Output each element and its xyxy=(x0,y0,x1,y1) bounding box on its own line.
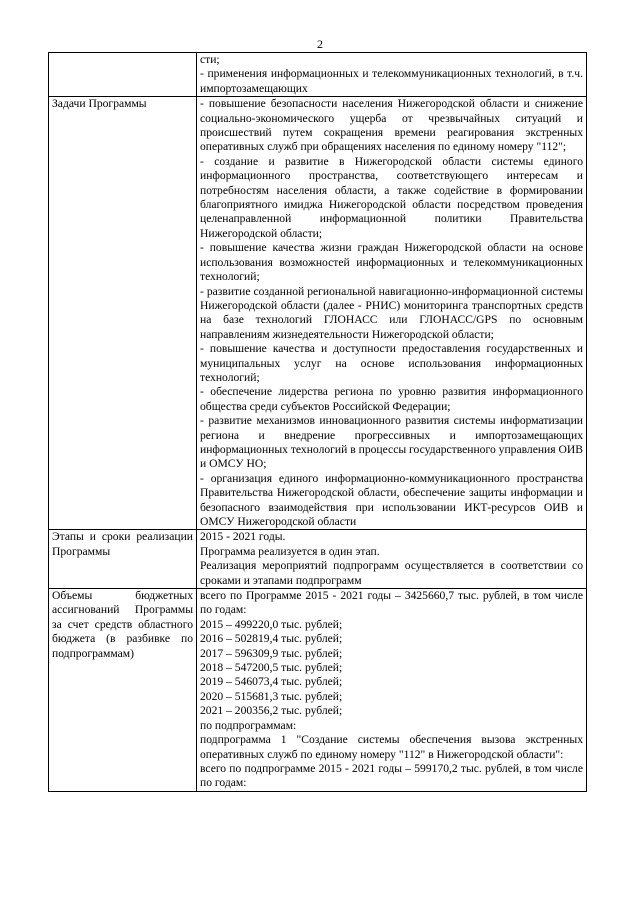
row-label: Этапы и сроки реализации Программы xyxy=(52,530,193,558)
table-row xyxy=(49,53,587,97)
paragraph: сти; xyxy=(200,53,220,66)
program-passport-table xyxy=(48,52,587,792)
paragraph: - повышение качества жизни граждан Нижегородской области на основе использования возможностей информационных и телекоммуникационных технологий; xyxy=(200,241,583,284)
paragraph: - создание и развитие в Нижегородской области системы единого информационного пространства, соответствующего интересам и потребностям населения области, а также содействие в формировании благоприятного имиджа Нижегородской области посредством проведения целенаправленной информационной политики Правительства Нижегородской области; xyxy=(200,154,583,240)
paragraph: - повышение качества и доступности предоставления государственных и муниципальных услуг на основе использования информационных технологий; xyxy=(200,342,583,384)
row-label-cell xyxy=(49,53,197,97)
paragraph: - развитие механизмов инновационного развития системы информатизации региона и внедрение прогрессивных и импортозамещающих информационных технологий в процессы государственного управления ОИВ и ОМСУ НО; xyxy=(200,414,583,471)
paragraph: 2015 – 499220,0 тыс. рублей; xyxy=(200,617,343,631)
paragraph: 2019 – 546073,4 тыс. рублей; xyxy=(200,675,343,689)
paragraph: 2016 – 502819,4 тыс. рублей; xyxy=(200,632,343,646)
table-row xyxy=(49,530,587,589)
row-content-cell xyxy=(197,53,587,97)
row-content-cell xyxy=(197,589,587,792)
paragraph: 2020 – 515681,3 тыс. рублей; xyxy=(200,689,343,703)
table-row xyxy=(49,97,587,530)
paragraph: всего по Программе 2015 - 2021 годы – 3425660,7 тыс. рублей, в том числе по годам: xyxy=(200,589,583,617)
paragraph: 2018 – 547200,5 тыс. рублей; xyxy=(200,661,343,675)
paragraph: по подпрограммам: xyxy=(200,718,297,732)
paragraph: 2015 - 2021 годы. xyxy=(200,530,286,544)
paragraph: 2021 – 200356,2 тыс. рублей; xyxy=(200,704,343,718)
paragraph: - организация единого информационно-коммуникационного пространства Правительства Нижегородской области, обеспечение защиты информации и безопасного взаимодействия при использовании ИКТ-ресурсов ОИВ и ОМСУ Нижегородской области xyxy=(200,471,583,528)
paragraph: - применения информационных и телекоммуникационных технологий, в т.ч. импортозамещающих xyxy=(200,67,583,95)
paragraph: всего по подпрограмме 2015 - 2021 годы – 599170,2 тыс. рублей, в том числе по годам: xyxy=(200,761,583,790)
paragraph: - обеспечение лидерства региона по уровню развития информационного общества среди субъектов Российской Федерации; xyxy=(200,385,583,413)
row-label-cell xyxy=(49,589,197,792)
row-content-cell xyxy=(197,97,587,530)
paragraph: 2017 – 596309,9 тыс. рублей; xyxy=(200,646,343,660)
row-label: Объемы бюджетных ассигнований Программы за счет средств областного бюджета (в разбивке по подпрограммам) xyxy=(52,589,193,660)
paragraph: Реализация мероприятий подпрограмм осуществляется в соответствии со сроками и этапами подпрограмм xyxy=(200,559,583,587)
page-number: 2 xyxy=(317,37,323,51)
paragraph: - развитие созданной региональной навигационно-информационной системы Нижегородской области (далее - РНИС) мониторинга транспортных средств на базе технологий ГЛОНАСС или ГЛОНАСС/GPS по основным направлениям жизнедеятельности Нижегородской области; xyxy=(200,284,583,341)
row-label-cell xyxy=(49,530,197,589)
row-content-cell xyxy=(197,530,587,589)
row-label-cell xyxy=(49,97,197,530)
paragraph: Программа реализуется в один этап. xyxy=(200,544,380,558)
paragraph: - повышение безопасности населения Нижегородской области и снижение социально-экономического ущерба от чрезвычайных ситуаций и происшествий путем сокращения времени реагирования экстренных оперативных служб при обращениях населения по единому номеру "112"; xyxy=(200,97,583,154)
row-label: Задачи Программы xyxy=(52,97,147,111)
paragraph: подпрограмма 1 "Создание системы обеспечения вызова экстренных оперативных служб по единому номеру "112" в Нижегородской области": xyxy=(200,733,583,761)
table-row xyxy=(49,589,587,792)
